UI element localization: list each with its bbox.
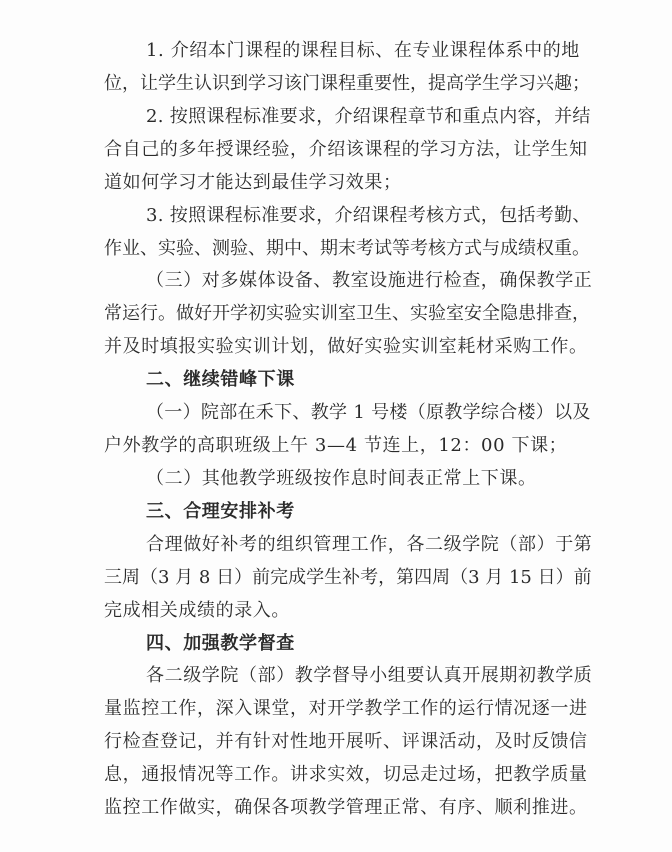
- paragraph-line: 监控工作做实，确保各项教学管理正常、有序、顺利推进。: [104, 797, 588, 818]
- paragraph-line: 位，让学生认识到学习该门课程重要性，提高学生学习兴趣；: [104, 73, 590, 94]
- paragraph-line: 并及时填报实验实训计划，做好实验实训室耗材采购工作。: [104, 336, 588, 357]
- paragraph-line: 量监控工作，深入课堂，对开学教学工作的运行情况逐一进: [104, 698, 588, 719]
- paragraph-line: 3. 按照课程标准要求，介绍课程考核方式，包括考勤、: [146, 205, 591, 226]
- section-heading: 四、加强教学督查: [146, 633, 295, 654]
- paragraph-line: 合自己的多年授课经验，介绍该课程的学习方法，让学生知: [104, 139, 588, 160]
- paragraph-line: 合理做好补考的组织管理工作，各二级学院（部）于第: [146, 534, 593, 555]
- paragraph-line: （三）对多媒体设备、教室设施进行检查，确保教学正: [146, 270, 593, 291]
- paragraph-line: 行检查登记，并有针对性地开展听、评课活动，及时反馈信: [104, 731, 588, 752]
- paragraph-line: 息，通报情况等工作。讲求实效，切忌走过场，把教学质量: [104, 764, 588, 785]
- paragraph-line: 各二级学院（部）教学督导小组要认真开展期初教学质: [146, 665, 593, 686]
- paragraph-line: 户外教学的高职班级上午 3—4 节连上，12：00 下课；: [104, 435, 568, 456]
- paragraph-line: 道如何学习才能达到最佳学习效果；: [104, 172, 402, 193]
- paragraph-line: （二）其他教学班级按作息时间表正常上下课。: [146, 468, 537, 489]
- section-heading: 二、继续错峰下课: [146, 369, 295, 390]
- paragraph-line: 1. 介绍本门课程的课程目标、在专业课程体系中的地: [146, 40, 580, 61]
- paragraph-line: 2. 按照课程标准要求，介绍课程章节和重点内容，并结: [146, 106, 591, 127]
- paragraph-line: （一）院部在禾下、教学 1 号楼（原教学综合楼）以及: [146, 402, 591, 423]
- section-heading: 三、合理安排补考: [146, 501, 295, 522]
- paragraph-line: 常运行。做好开学初实验实训室卫生、实验室安全隐患排查，: [104, 303, 590, 324]
- paragraph-line: 完成相关成绩的录入。: [104, 600, 290, 621]
- paragraph-line: 三周（3 月 8 日）前完成学生补考，第四周（3 月 15 日）前: [104, 567, 592, 588]
- paragraph-line: 作业、实验、测验、期中、期末考试等考核方式与成绩权重。: [104, 238, 590, 259]
